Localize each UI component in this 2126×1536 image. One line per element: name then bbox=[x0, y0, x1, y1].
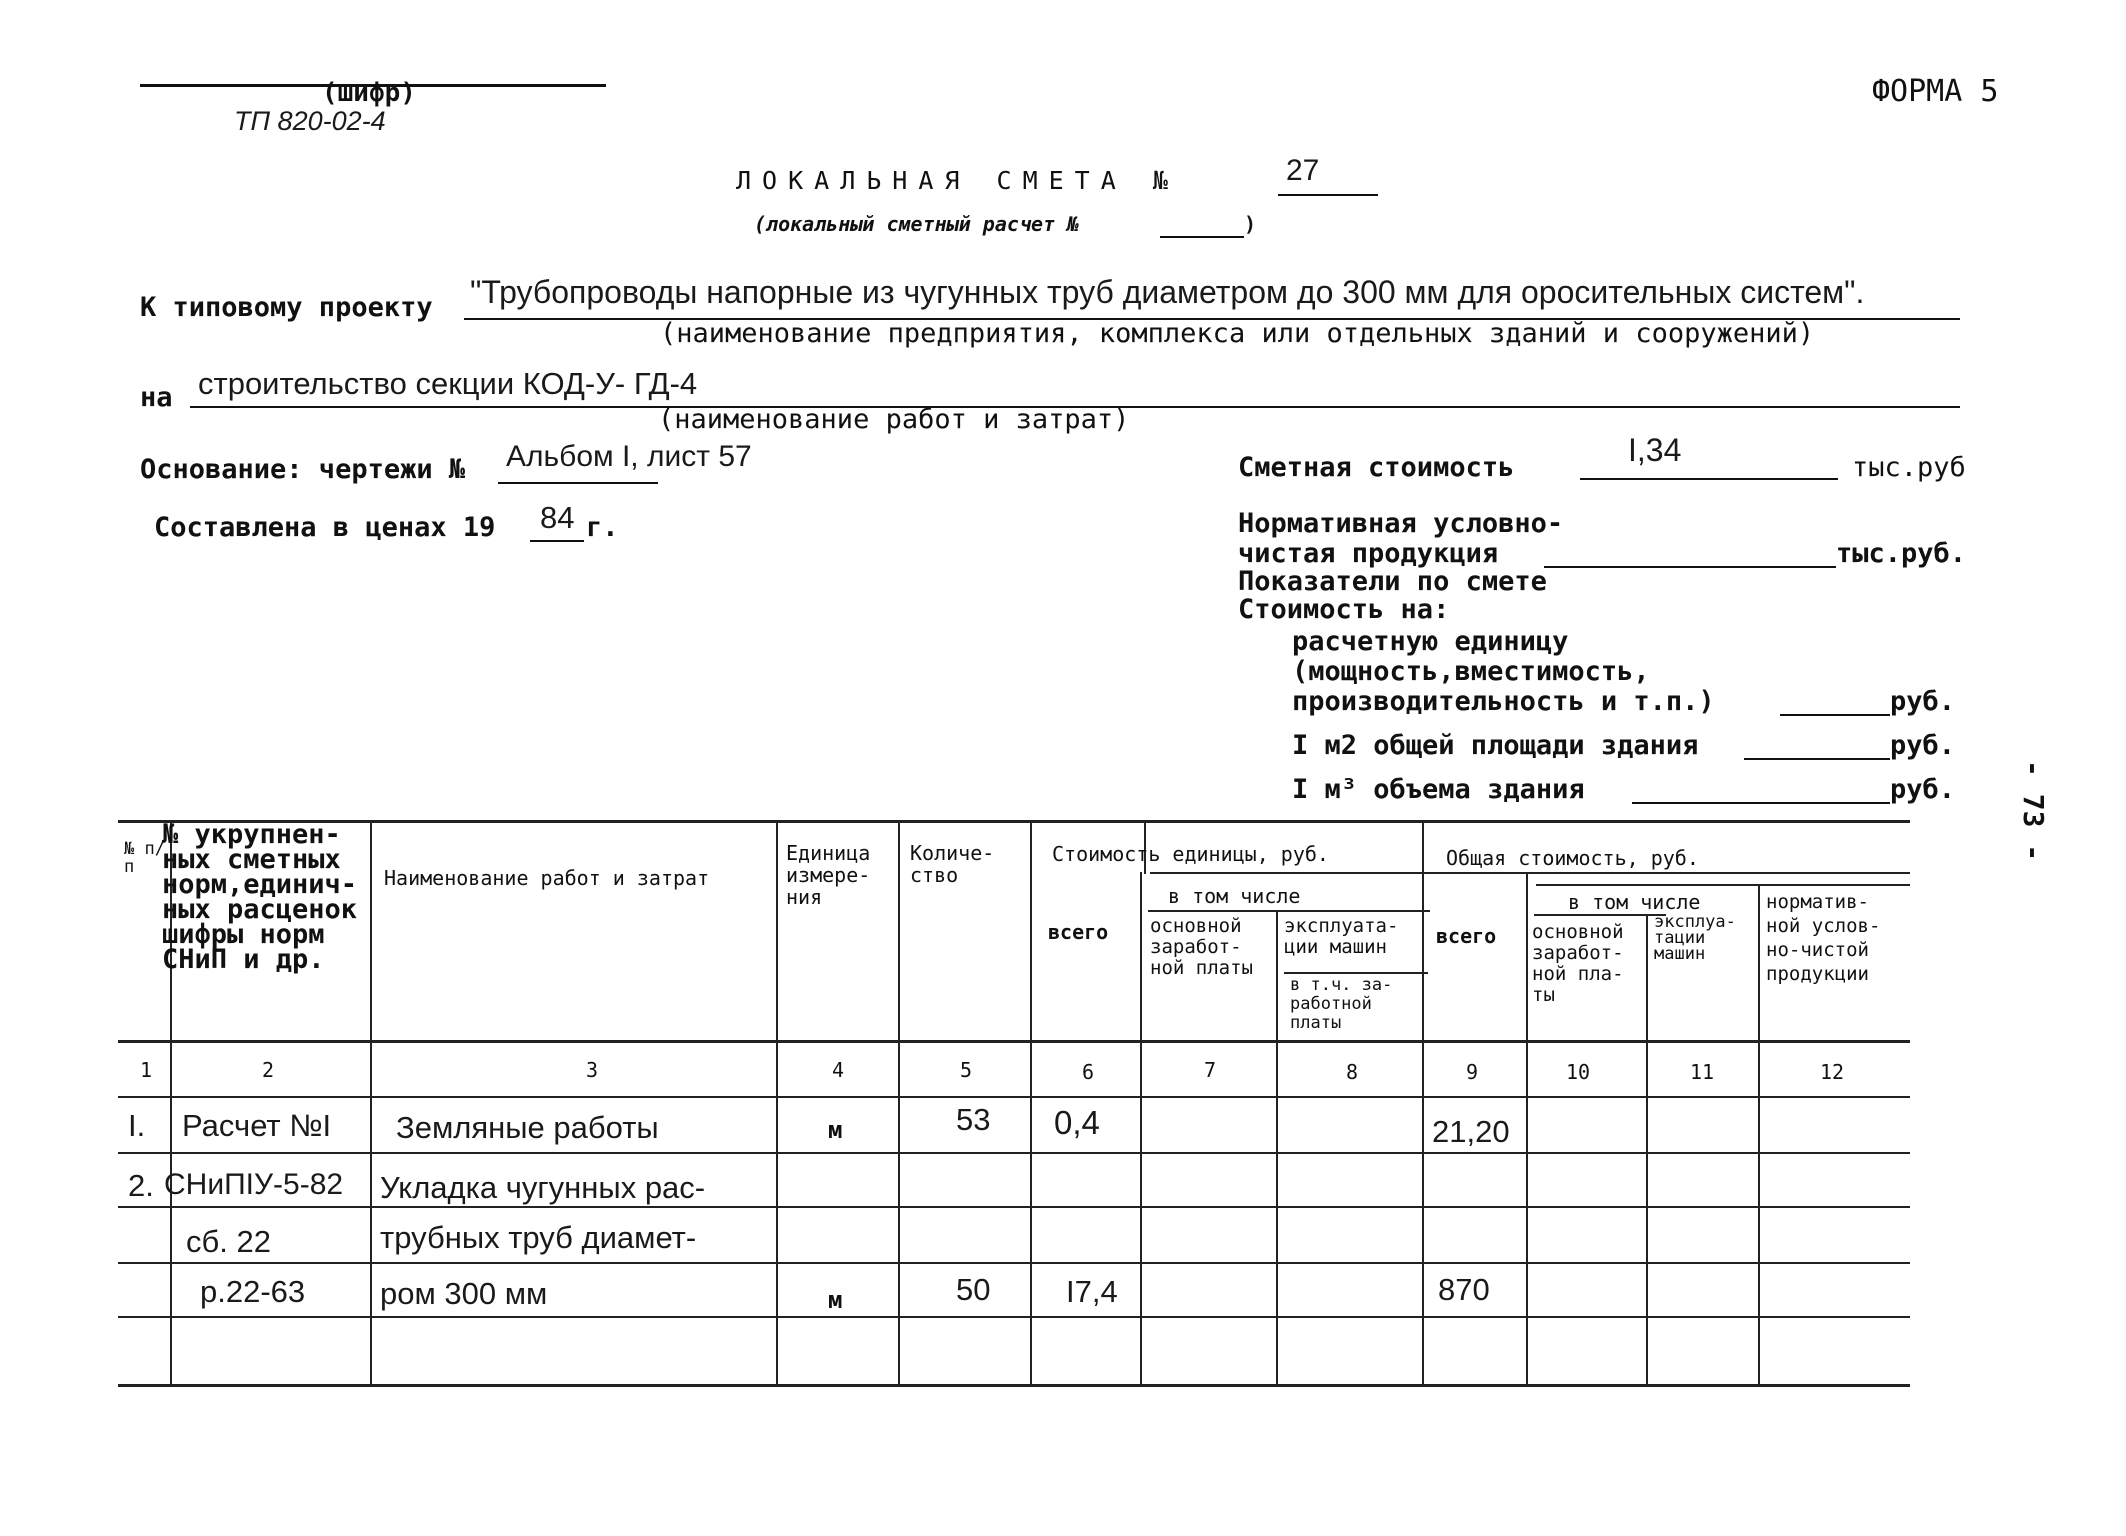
side-page-number: - 73 - bbox=[2017, 760, 2050, 862]
col-number-6: 6 bbox=[1082, 1060, 1095, 1084]
col3-header: Наименование работ и затрат bbox=[384, 866, 710, 890]
estimate-number: 27 bbox=[1286, 154, 1320, 187]
area-underline bbox=[1744, 758, 1890, 760]
estimate-sub-underline bbox=[1160, 236, 1244, 238]
col-number-3: 3 bbox=[586, 1058, 599, 1082]
col-number-2: 2 bbox=[262, 1058, 275, 1082]
total-cost-header: Общая стоимость, руб. bbox=[1446, 846, 1699, 870]
area-rub: руб. bbox=[1890, 730, 1956, 761]
row-code: СНиПIУ-5-82 bbox=[164, 1168, 344, 1201]
normative-line1: Нормативная условно- bbox=[1238, 508, 1564, 539]
estimate-subtitle: (локальный сметный расчет № bbox=[754, 212, 1080, 236]
estimated-cost-label: Сметная стоимость bbox=[1238, 452, 1515, 483]
unit-line3: производительность и т.п.) bbox=[1292, 686, 1715, 717]
row-name: Укладка чугунных рас- bbox=[380, 1170, 706, 1205]
row-unit: м bbox=[828, 1286, 843, 1314]
project-value: "Трубопроводы напорные из чугунных труб диаметром до 300 мм для оросительных систем". bbox=[470, 274, 1865, 310]
row-code: сб. 22 bbox=[186, 1224, 271, 1259]
form-label: ФОРМА 5 bbox=[1872, 74, 1999, 109]
volume-underline bbox=[1632, 802, 1890, 804]
col6-header: всего bbox=[1048, 920, 1109, 944]
row-qty: 50 bbox=[956, 1272, 991, 1307]
col-number-11: 11 bbox=[1690, 1060, 1715, 1084]
area-label: I м2 общей площади здания bbox=[1292, 730, 1699, 761]
cost-on-label: Стоимость на: bbox=[1238, 594, 1450, 625]
col-number-10: 10 bbox=[1566, 1060, 1591, 1084]
unit-underline bbox=[1780, 714, 1890, 716]
prices-suffix: г. bbox=[586, 512, 619, 543]
col8a-header: эксплуата- ции машин bbox=[1284, 915, 1399, 958]
unit-incl-header: в том числе bbox=[1168, 884, 1301, 908]
row-unit: м bbox=[828, 1116, 843, 1144]
row-name: трубных труб диамет- bbox=[380, 1220, 697, 1255]
col-number-1: 1 bbox=[140, 1058, 153, 1082]
normative-unit: тыс.руб. bbox=[1836, 538, 1967, 569]
col-number-5: 5 bbox=[960, 1058, 973, 1082]
row-code: Расчет №I bbox=[182, 1108, 332, 1143]
col7-header: основной заработ- ной платы bbox=[1150, 915, 1253, 979]
total-incl-header: в том числе bbox=[1568, 890, 1701, 914]
cipher-value: ТП 820-02-4 bbox=[234, 106, 386, 136]
work-caption: (наименование работ и затрат) bbox=[658, 404, 1130, 435]
row-price: I7,4 bbox=[1066, 1274, 1118, 1309]
col-number-9: 9 bbox=[1466, 1060, 1479, 1084]
basis-value: Альбом I, лист 57 bbox=[506, 440, 752, 473]
cipher-label: (шифр) bbox=[322, 78, 416, 108]
indicators-label: Показатели по смете bbox=[1238, 566, 1547, 597]
basis-underline bbox=[498, 482, 658, 484]
unit-cost-header: Стоимость единицы, руб. bbox=[1052, 842, 1329, 866]
volume-rub: руб. bbox=[1890, 774, 1956, 805]
normative-line2: чистая продукция bbox=[1238, 538, 1499, 569]
col1-header: № п/п bbox=[124, 839, 165, 877]
col-number-4: 4 bbox=[832, 1058, 845, 1082]
project-label: К типовому проекту bbox=[140, 292, 433, 323]
estimate-sub-close: ) bbox=[1244, 212, 1257, 236]
unit-line2: (мощность,вместимость, bbox=[1292, 656, 1650, 687]
row-number: 2. bbox=[128, 1168, 154, 1203]
col4-header: Единица измере- ния bbox=[786, 841, 871, 909]
col5-header: Количе- ство bbox=[910, 841, 995, 887]
row-total: 870 bbox=[1438, 1272, 1490, 1307]
prices-label: Составлена в ценах 19 bbox=[154, 512, 496, 543]
col-number-12: 12 bbox=[1820, 1060, 1845, 1084]
col11-header: эксплуа- тации машин bbox=[1654, 912, 1736, 964]
col10-header: основной заработ- ной пла- ты bbox=[1532, 921, 1624, 1006]
col12-header: норматив- ной услов- но-чистой продукции bbox=[1766, 891, 1881, 985]
unit-rub: руб. bbox=[1890, 686, 1956, 717]
col-number-7: 7 bbox=[1204, 1058, 1217, 1082]
col-number-8: 8 bbox=[1346, 1060, 1359, 1084]
col9-header: всего bbox=[1436, 924, 1497, 948]
col2-header: № укрупнен- ных сметных норм,единич- ных расценок шифры норм СНиП и др. bbox=[162, 819, 358, 975]
row-qty: 53 bbox=[956, 1102, 991, 1137]
project-caption: (наименование предприятия, комплекса или отдельных зданий и сооружений) bbox=[660, 318, 1815, 349]
row-total: 21,20 bbox=[1432, 1114, 1510, 1149]
row-code: р.22-63 bbox=[200, 1274, 306, 1309]
row-name: ром 300 мм bbox=[380, 1276, 548, 1311]
estimated-cost-unit: тыс.руб bbox=[1852, 452, 1966, 483]
prices-year: 84 bbox=[540, 500, 575, 535]
estimated-cost-value: I,34 bbox=[1628, 432, 1682, 468]
row-number: I. bbox=[128, 1108, 146, 1143]
normative-underline bbox=[1544, 566, 1836, 568]
col8b-header: в т.ч. за- работной платы bbox=[1290, 975, 1393, 1033]
row-name: Земляные работы bbox=[396, 1110, 659, 1145]
estimate-title: ЛОКАЛЬНАЯ СМЕТА № bbox=[736, 166, 1179, 195]
row-price: 0,4 bbox=[1054, 1104, 1100, 1141]
estimated-cost-underline bbox=[1580, 478, 1838, 480]
work-value: строительство секции КОД-У- ГД-4 bbox=[198, 366, 698, 401]
basis-label: Основание: чертежи № bbox=[140, 454, 466, 485]
volume-label: I м³ объема здания bbox=[1292, 774, 1585, 805]
estimate-number-underline bbox=[1278, 194, 1378, 196]
work-label: на bbox=[140, 382, 173, 413]
prices-year-underline bbox=[530, 540, 584, 542]
unit-line1: расчетную единицу bbox=[1292, 626, 1569, 657]
